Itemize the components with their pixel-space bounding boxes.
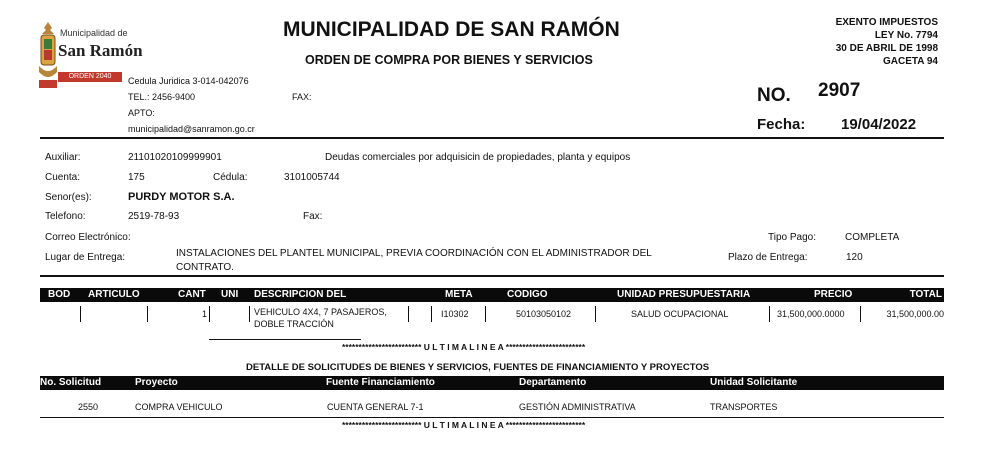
auxiliar-label: Auxiliar: (45, 152, 81, 163)
col-unidad-solicitante: Unidad Solicitante (710, 377, 798, 388)
item-codigo: 50103050102 (516, 309, 572, 319)
col-proyecto: Proyecto (135, 377, 178, 388)
cell-divider (769, 306, 770, 322)
exento-line2: LEY No. 7794 (874, 30, 938, 41)
col-bod: BOD (48, 289, 71, 300)
item-cant: 1 (202, 309, 208, 319)
detalle-title: DETALLE DE SOLICITUDES DE BIENES Y SERVICIOS, FUENTES DE FINANCIAMIENTO Y PROYECTOS (246, 362, 710, 373)
cedula-juridica: Cedula Juridica 3-014-042076 (128, 76, 249, 86)
exento-block (836, 16, 938, 68)
tipo-pago-value: COMPLETA (845, 232, 900, 243)
lugar-line1: INSTALACIONES DEL PLANTEL MUNICIPAL, PREVIA COORDINACIÓN CON EL ADMINISTRADOR DEL (176, 248, 652, 259)
exento-line3: 30 DE ABRIL DE 1998 (835, 43, 938, 54)
table-row (40, 304, 944, 338)
cell-divider (80, 306, 81, 322)
plazo-label: Plazo de Entrega: (728, 252, 808, 263)
sol-no: 2550 (78, 402, 99, 412)
header-tel: TEL.: 2456-9400 (128, 92, 196, 102)
correo-label: Correo Electrónico: (45, 232, 131, 243)
sol-unidad: TRANSPORTES (710, 402, 778, 412)
col-uni: UNI (221, 289, 239, 300)
sol-fuente: CUENTA GENERAL 7-1 (327, 402, 424, 412)
telefono-value: 2519-78-93 (128, 211, 180, 222)
header-apto: APTO: (128, 108, 155, 118)
exento-line4: GACETA 94 (882, 56, 938, 67)
logo-line2: San Ramón (58, 41, 143, 60)
col-descripcion: DESCRIPCION DEL (254, 289, 347, 300)
ultima-linea-1: ************************ U L T I M A L I N E A ************************ (342, 342, 586, 352)
cell-divider (431, 306, 432, 322)
senor-label: Senor(es): (45, 192, 92, 203)
col-no-solicitud: No. Solicitud (40, 377, 102, 388)
item-desc-line2: DOBLE TRACCIÓN (254, 319, 334, 329)
col-total: TOTAL (909, 289, 942, 300)
coat-of-arms-icon (38, 20, 58, 90)
col-precio: PRECIO (814, 289, 853, 300)
item-meta: I10302 (441, 309, 469, 319)
cuenta-label: Cuenta: (45, 172, 81, 183)
details-divider (40, 275, 944, 277)
detalle-bottom-divider (40, 417, 944, 418)
col-articulo: ARTICULO (88, 289, 140, 300)
header-divider (40, 137, 944, 139)
cedula-label: Cédula: (213, 172, 248, 183)
item-unidad: SALUD OCUPACIONAL (631, 309, 729, 319)
order-no-value: 2907 (818, 80, 861, 101)
col-meta: META (445, 289, 473, 300)
col-codigo: CODIGO (507, 289, 548, 300)
fax-label: Fax: (303, 211, 323, 222)
cell-divider (595, 306, 596, 322)
sol-proyecto: COMPRA VEHICULO (135, 402, 223, 412)
cell-divider (408, 306, 409, 322)
auxiliar-description: Deudas comerciales por adquisicin de propiedades, planta y equipos (325, 152, 631, 163)
ultima-linea-2: ************************ U L T I M A L I N E A ************************ (342, 420, 586, 430)
tipo-pago-label: Tipo Pago: (768, 232, 816, 243)
auxiliar-value: 21101020109999901 (128, 152, 222, 163)
logo-band: ORDEN 2040 (58, 72, 122, 82)
col-fuente: Fuente Financiamiento (326, 377, 435, 388)
item-precio: 31,500,000.0000 (777, 309, 845, 319)
cell-divider (147, 306, 148, 322)
municipal-logo (38, 20, 143, 92)
plazo-value: 120 (846, 252, 863, 263)
exento-line1: EXENTO IMPUESTOS (835, 17, 938, 28)
page-title: MUNICIPALIDAD DE SAN RAMÓN (283, 18, 620, 41)
items-row-underline (209, 339, 361, 340)
col-cant: CANT (178, 289, 206, 300)
col-unidad: UNIDAD PRESUPUESTARIA (617, 289, 751, 300)
order-no-label: NO. (757, 85, 791, 106)
logo-line1: Municipalidad de (60, 28, 128, 38)
item-total: 31,500,000.00 (886, 309, 944, 319)
cell-divider (209, 306, 210, 322)
cell-divider (860, 306, 861, 322)
detalle-table-header (40, 376, 944, 390)
telefono-label: Telefono: (45, 211, 86, 222)
lugar-label: Lugar de Entrega: (45, 252, 126, 263)
lugar-line2: CONTRATO. (176, 262, 234, 273)
col-departamento: Departamento (519, 377, 587, 388)
sol-departamento: GESTIÓN ADMINISTRATIVA (519, 402, 636, 412)
header-fax: FAX: (292, 92, 312, 102)
table-row (40, 401, 944, 415)
items-table-header (40, 288, 944, 302)
cell-divider (485, 306, 486, 322)
item-desc-line1: VEHICULO 4X4, 7 PASAJEROS, (254, 307, 387, 317)
page-subtitle: ORDEN DE COMPRA POR BIENES Y SERVICIOS (305, 53, 593, 67)
cedula-value: 3101005744 (284, 172, 340, 183)
header-email: municipalidad@sanramon.go.cr (128, 124, 255, 134)
cell-divider (249, 306, 250, 322)
senor-value: PURDY MOTOR S.A. (128, 191, 235, 203)
cuenta-value: 175 (128, 172, 145, 183)
fecha-value: 19/04/2022 (841, 116, 917, 133)
fecha-label: Fecha: (757, 116, 806, 133)
